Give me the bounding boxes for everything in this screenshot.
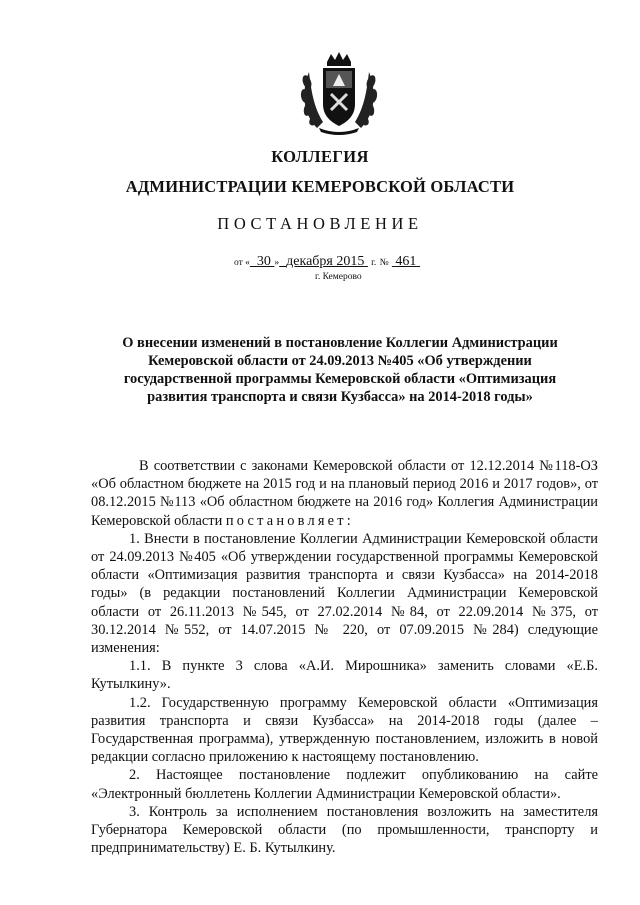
date-prefix: от « <box>234 258 250 268</box>
date-close: » <box>274 258 280 268</box>
city: г. Кемерово <box>315 272 362 282</box>
document-title: О внесении изменений в постановление Коллегии Администрации Кемеровской области от 24.09.2013 №405 «Об утверждении государственной программы Кемеровской области «Оптимизация развития транспорта и связи Кузбасса» на 2014-2018 годы» <box>122 335 558 405</box>
crown-icon <box>327 52 351 66</box>
paragraph-preamble: В соответствии с законами Кемеровской области от 12.12.2014 №118-ОЗ «Об областном бюджете на 2015 год и на плановый период 2016 и 2017 годов», от 08.12.2015 №113 «Об областном бюджете на 2016 год» Коллегия Администрации Кемеровской области постановляет: <box>91 458 598 529</box>
document-body <box>91 457 598 857</box>
ribbon-icon <box>319 128 359 135</box>
date-year-suffix: г. <box>371 258 377 268</box>
paragraph-item-3: 3. Контроль за исполнением постановления возложить на заместителя Губернатора Кемеровской области (по промышленности, транспорту и предпринимательству) Е. Б. Кутылкину. <box>91 803 598 857</box>
paragraph-item-1-1: 1.1. В пункте 3 слова «А.И. Мирошника» заменить словами «Е.Б. Кутылкину». <box>91 658 598 693</box>
spaced-word: постановляет: <box>225 512 354 529</box>
laurel-right-icon <box>355 72 378 128</box>
coat-of-arms-emblem <box>295 48 383 136</box>
date-month-year: декабря 2015 <box>286 254 365 269</box>
header-line-1: КОЛЛЕГИЯ <box>271 147 369 166</box>
date-day: 30 <box>256 254 271 269</box>
laurel-left-icon <box>300 72 323 128</box>
number-label: № <box>379 258 389 268</box>
document-number: 461 <box>395 254 417 269</box>
header-line-2: АДМИНИСТРАЦИИ КЕМЕРОВСКОЙ ОБЛАСТИ <box>125 177 515 196</box>
document-type: ПОСТАНОВЛЕНИЕ <box>217 214 423 233</box>
date-number-line <box>234 253 420 270</box>
paragraph-item-1: 1. Внести в постановление Коллегии Администрации Кемеровской области от 24.09.2013 №405 «Об утверждении государственной программы Кемеровской области «Оптимизация развития транспорта и связи Кузбасса» на 2014-2018 годы» (в редакции постановлений Коллегии Администрации Кемеровской области от 26.11.2013 №545, от 27.02.2014 №84, от 22.09.2014 №375, от 30.12.2014 №552, от 14.07.2015 № 220, от 07.09.2015 №284) следующие изменения: <box>91 530 598 657</box>
paragraph-item-2: 2. Настоящее постановление подлежит опубликованию на сайте «Электронный бюллетень Коллегии Администрации Кемеровской области». <box>91 767 598 802</box>
paragraph-item-1-2: 1.2. Государственную программу Кемеровской области «Оптимизация развития транспорта и связи Кузбасса» на 2014-2018 годы (далее – Государственная программа), утвержденную постановлением, изложить в новой редакции согласно приложению к настоящему постановлению. <box>91 694 598 766</box>
shield-icon <box>323 68 355 126</box>
